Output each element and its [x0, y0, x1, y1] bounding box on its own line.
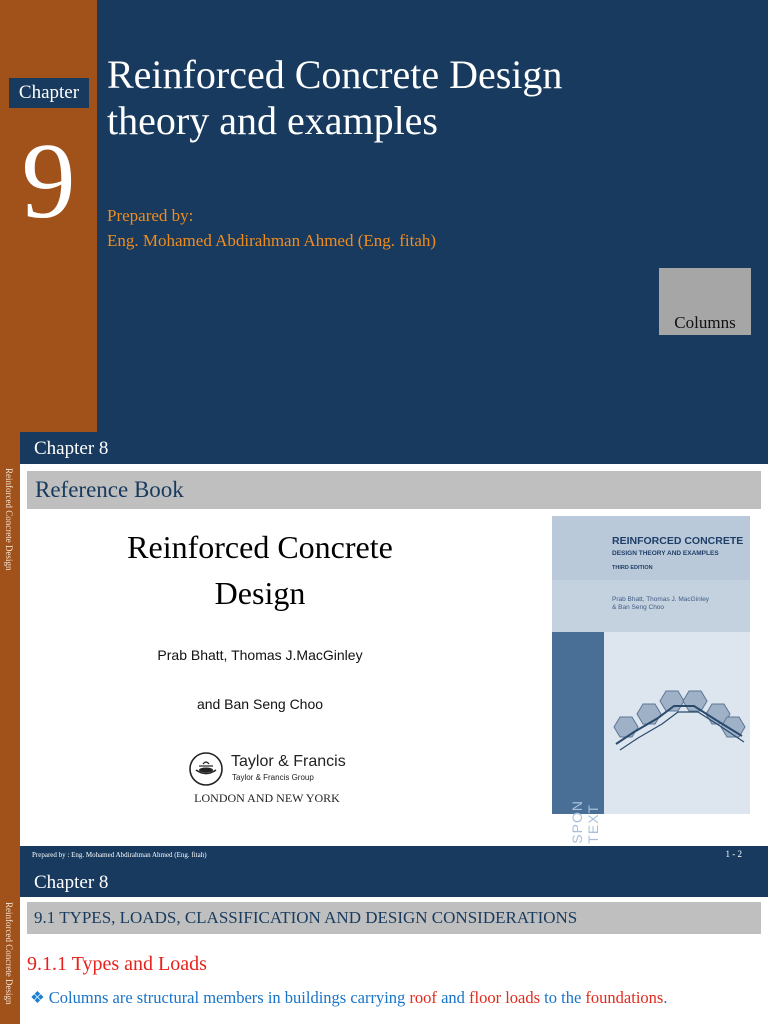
prepared-by-block — [107, 203, 747, 253]
bullet-point — [30, 988, 667, 1008]
subsection-heading: 9.1.1 Types and Loads — [27, 953, 207, 975]
bullet-text-4: . — [663, 988, 668, 1007]
taylor-francis-logo-icon — [188, 751, 224, 787]
bullet-highlight-foundations: foundations — [585, 988, 664, 1007]
cover-authors-line-1: Prab Bhatt, Thomas J. MacGinley — [612, 596, 710, 603]
side-strip — [0, 866, 20, 1024]
book-authors-line-2: and Ban Seng Choo — [196, 696, 324, 712]
reference-book-slide — [0, 432, 768, 866]
bullet-text-1: Columns are structural members in buildings carrying — [48, 988, 410, 1007]
slide-footer — [20, 846, 768, 866]
title-line-1: Reinforced Concrete Design — [107, 52, 563, 97]
side-strip — [0, 432, 20, 866]
book-title — [60, 524, 460, 616]
book-cover-image — [552, 516, 750, 844]
footer-author: Prepared by : Eng. Mohamed Abdirahman Ahmed (Eng. fitah) — [32, 851, 207, 859]
side-label: Reinforced Concrete Design — [4, 902, 14, 1005]
author-name: Eng. Mohamed Abdirahman Ahmed (Eng. fitah) — [107, 231, 437, 250]
cover-title: REINFORCED CONCRETE — [612, 535, 744, 547]
slide-title — [107, 52, 747, 144]
publisher-name: Taylor & Francis — [231, 753, 346, 770]
types-and-loads-slide — [0, 866, 768, 1024]
bullet-text-3: to the — [540, 988, 586, 1007]
chapter-number: 9 — [21, 122, 76, 241]
publisher-city: LONDON AND NEW YORK — [194, 791, 340, 805]
cover-authors-line-2: & Ban Seng Choo — [612, 604, 665, 611]
section-bar: Reference Book — [27, 471, 761, 509]
bullet-highlight-roof: roof — [409, 988, 437, 1007]
slide-number: 1 - 2 — [725, 849, 742, 859]
publisher-group: Taylor & Francis Group — [232, 773, 314, 782]
title-slide — [0, 0, 768, 432]
topic-box: Columns — [659, 268, 751, 335]
book-title-line-2: Design — [214, 575, 306, 611]
cover-authors — [612, 596, 742, 612]
chapter-bar: Chapter 8 — [20, 432, 768, 464]
cover-subtitle: DESIGN THEORY AND EXAMPLES — [612, 550, 719, 557]
cover-art — [604, 632, 750, 814]
section-bar: 9.1 TYPES, LOADS, CLASSIFICATION AND DESIGN CONSIDERATIONS — [27, 902, 761, 934]
cover-series-label: SPON TEXT — [569, 800, 601, 844]
bullet-text-2: and — [436, 988, 470, 1007]
book-authors-line-1: Prab Bhatt, Thomas J.MacGinley — [157, 647, 363, 663]
hexagon-truss-icon — [604, 632, 750, 814]
book-title-line-1: Reinforced Concrete — [127, 529, 393, 565]
chapter-bar: Chapter 8 — [20, 866, 768, 897]
side-label: Reinforced Concrete Design — [4, 468, 14, 571]
diamond-bullet-icon: ❖ — [30, 988, 45, 1007]
bullet-highlight-floor-loads: floor loads — [469, 988, 541, 1007]
prepared-by-label: Prepared by: — [107, 206, 194, 225]
title-line-2: theory and examples — [107, 98, 438, 143]
cover-spine — [552, 632, 604, 844]
cover-edition: THIRD EDITION — [612, 565, 653, 571]
chapter-label: Chapter — [9, 78, 89, 108]
